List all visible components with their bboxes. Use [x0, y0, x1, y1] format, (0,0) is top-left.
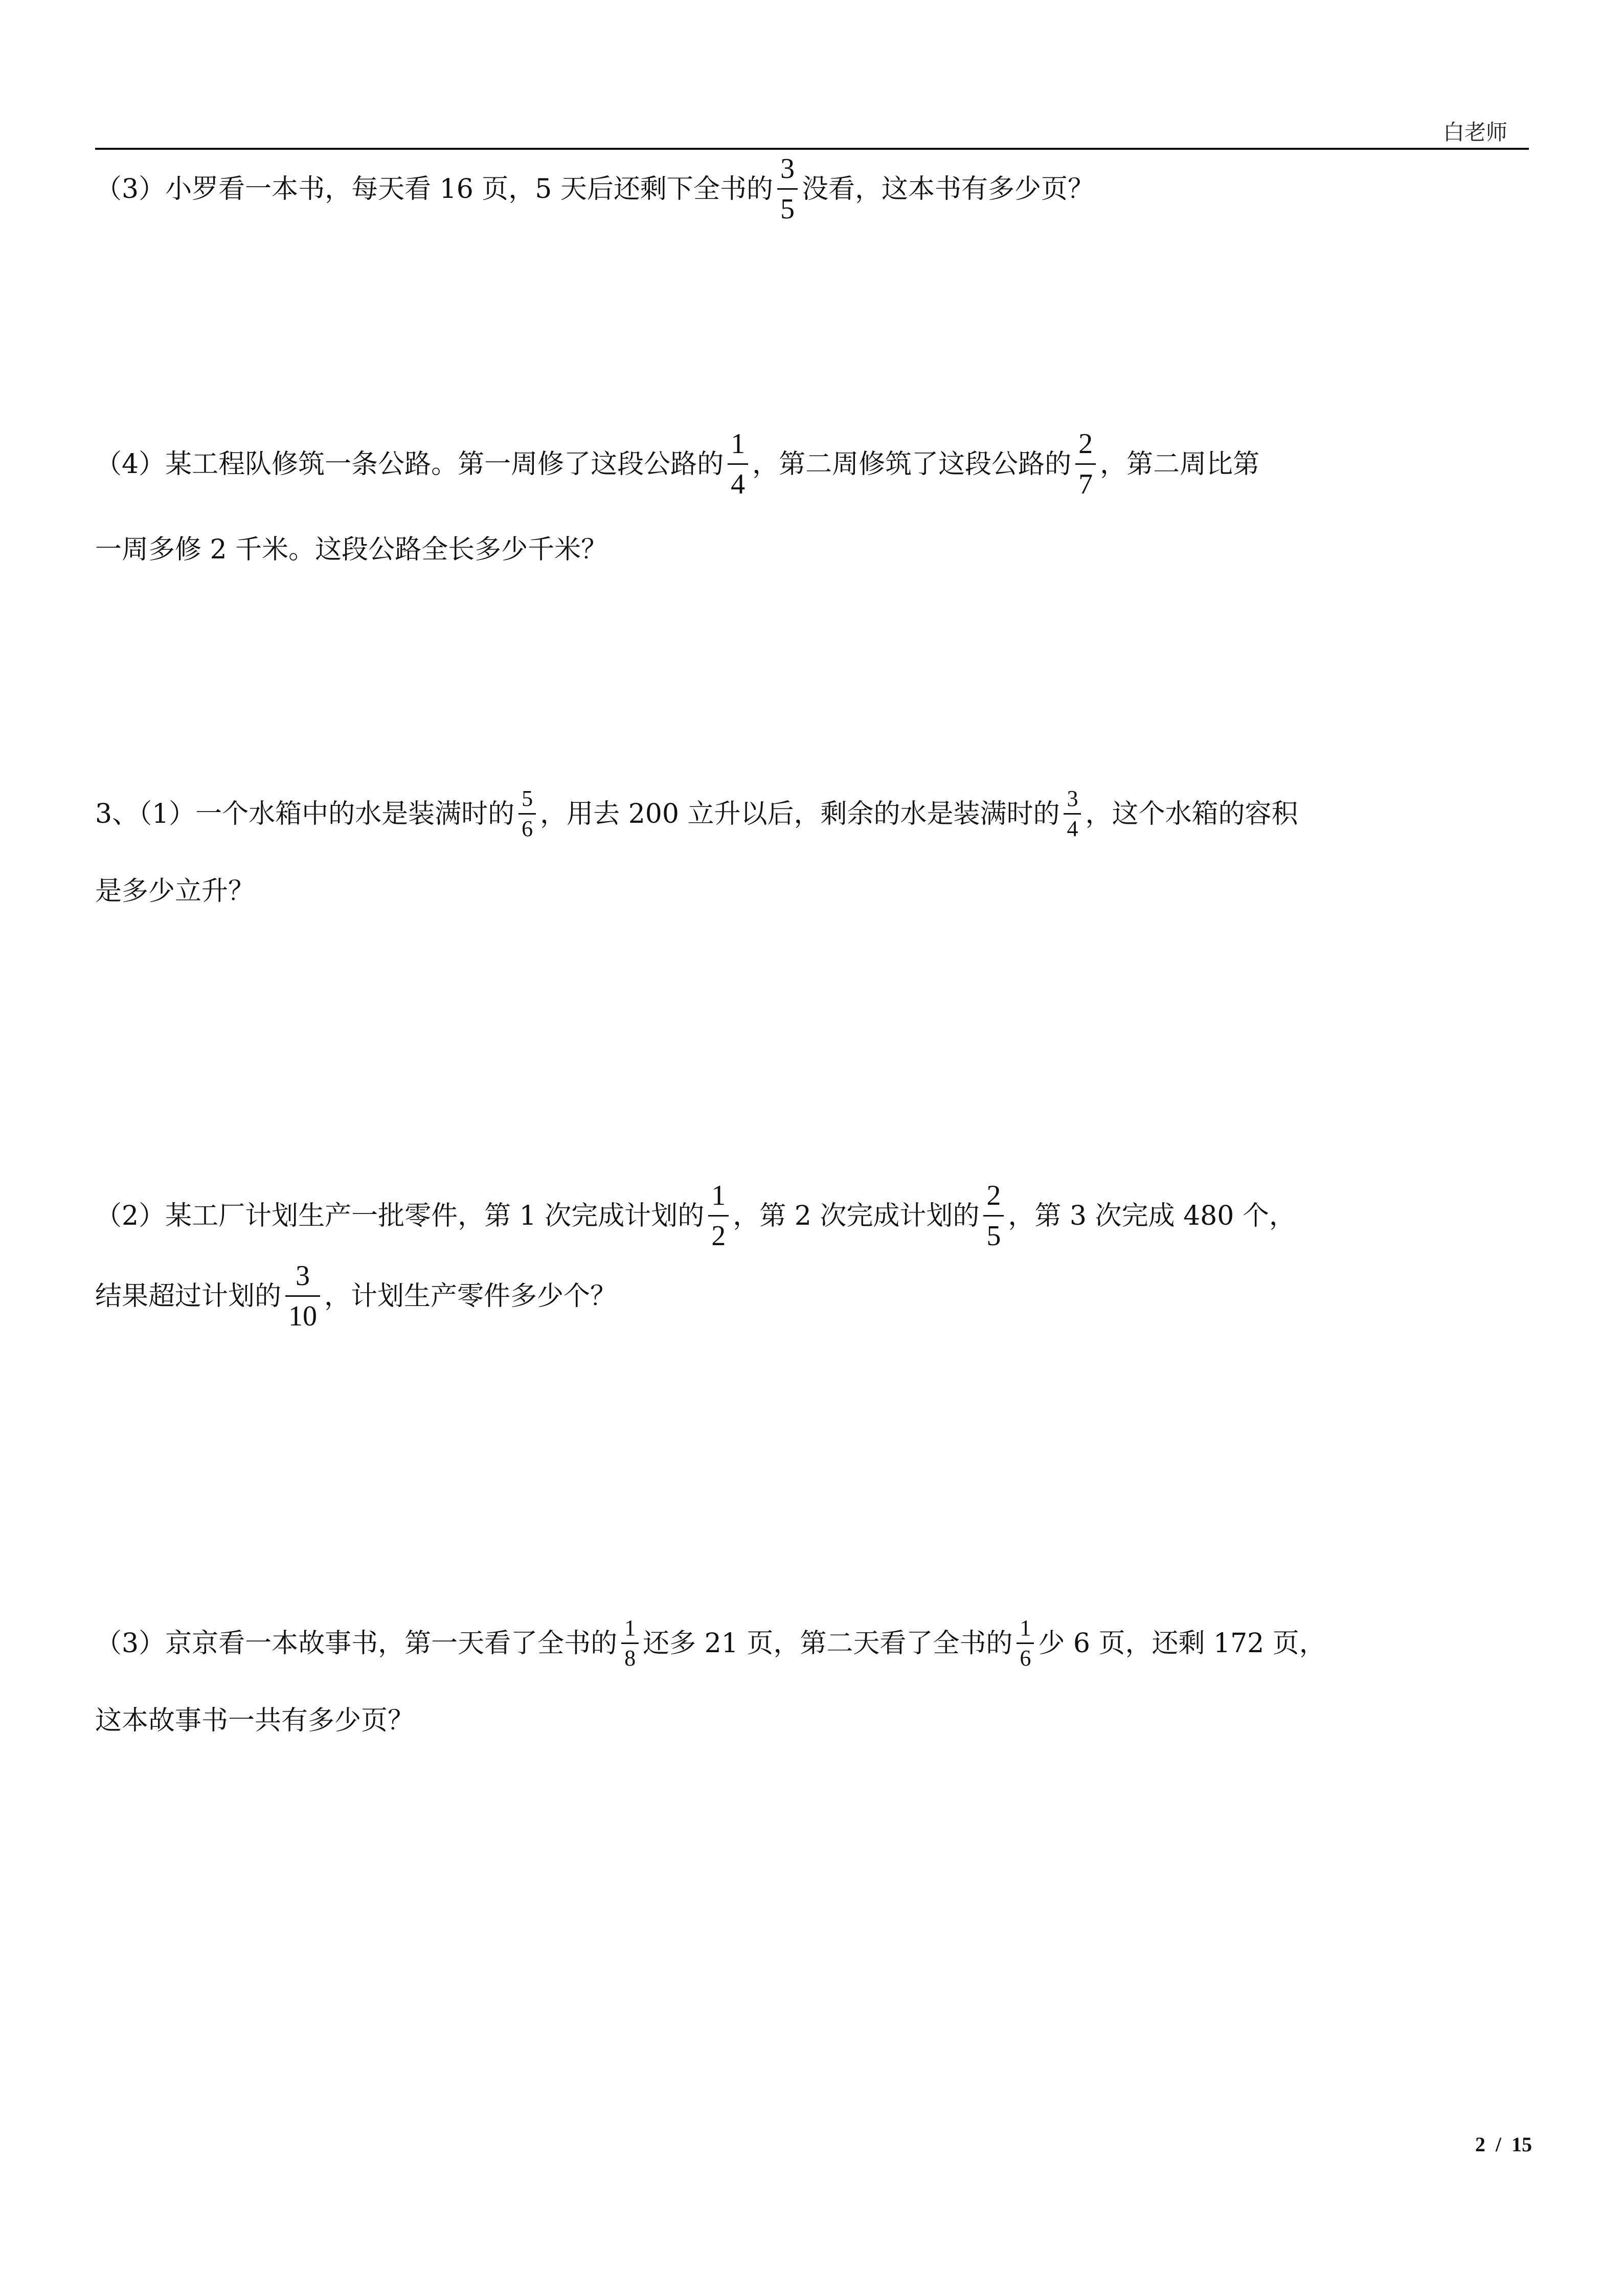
fraction-denominator: 10 — [288, 1300, 318, 1332]
problem-line — [95, 153, 1542, 226]
problem-line — [95, 1260, 1542, 1333]
fraction-denominator: 5 — [780, 193, 795, 225]
problem-text: 少 6 页，还剩 172 页， — [1038, 1628, 1326, 1659]
fraction-numerator: 3 — [285, 1262, 320, 1297]
fraction — [983, 1181, 1004, 1250]
problem-road-construction — [95, 428, 1542, 565]
problem-text: ，这个水箱的容积 — [1085, 799, 1298, 829]
fraction-denominator: 5 — [986, 1220, 1001, 1252]
fraction-denominator: 6 — [1020, 1646, 1031, 1671]
problem-factory-parts — [95, 1180, 1542, 1333]
fraction-denominator: 6 — [522, 816, 533, 841]
fraction-numerator: 3 — [777, 154, 798, 190]
fraction-denominator: 7 — [1078, 468, 1093, 500]
problem-text: ，第二周比第 — [1100, 449, 1260, 480]
problem-line — [95, 1706, 1542, 1736]
problem-text: （2）某工厂计划生产一批零件，第 1 次完成计划的 — [95, 1201, 705, 1231]
problem-line — [95, 786, 1542, 842]
fraction-numerator: 2 — [983, 1181, 1004, 1217]
problem-water-tank — [95, 786, 1542, 907]
fraction-numerator: 1 — [1017, 1617, 1034, 1644]
problem-text: 是多少立升？ — [95, 876, 255, 907]
fraction — [1017, 1617, 1034, 1670]
fraction — [728, 430, 748, 499]
problem-text: （4）某工程队修筑一条公路。第一周修了这段公路的 — [95, 449, 724, 480]
problem-text: ，计划生产零件多少个？ — [324, 1281, 617, 1312]
fraction-denominator: 2 — [711, 1220, 726, 1252]
fraction-numerator: 3 — [1064, 787, 1081, 815]
fraction-denominator: 8 — [624, 1646, 636, 1671]
problem-line — [95, 1615, 1542, 1672]
problem-text: 还多 21 页，第二天看了全书的 — [643, 1628, 1013, 1659]
fraction-numerator: 1 — [728, 430, 748, 465]
problem-text: （3）小罗看一本书，每天看 16 页，5 天后还剩下全书的 — [95, 174, 773, 205]
fraction — [708, 1181, 729, 1250]
fraction-denominator: 4 — [1067, 816, 1078, 841]
problem-text: 一周多修 2 千米。这段公路全长多少千米？ — [95, 534, 608, 565]
problem-text: 3、（1）一个水箱中的水是装满时的 — [95, 799, 515, 829]
fraction — [285, 1262, 320, 1331]
problem-text: ，用去 200 立升以后，剩余的水是装满时的 — [540, 799, 1060, 829]
header-teacher-name: 白老师 — [1442, 120, 1507, 145]
problem-story-book — [95, 1615, 1542, 1736]
problem-text: ，第二周修筑了这段公路的 — [752, 449, 1072, 480]
problem-line — [95, 428, 1542, 501]
fraction — [777, 154, 798, 223]
problem-text: 这本故事书一共有多少页？ — [95, 1705, 415, 1736]
problem-line — [95, 877, 1542, 906]
page-number-current: 2 — [1475, 2133, 1485, 2156]
problem-text: 没看，这本书有多少页？ — [801, 174, 1094, 205]
page-number-separator: / — [1495, 2133, 1501, 2156]
problem-text: （3）京京看一本故事书，第一天看了全书的 — [95, 1628, 618, 1659]
fraction-numerator: 2 — [1075, 430, 1096, 465]
fraction-denominator: 4 — [731, 468, 746, 500]
page-number-total: 15 — [1512, 2133, 1532, 2156]
problem-text: 结果超过计划的 — [95, 1281, 282, 1312]
fraction-numerator: 1 — [621, 1617, 639, 1644]
header-rule — [95, 148, 1529, 150]
fraction — [621, 1617, 639, 1670]
problem-line — [95, 535, 1542, 565]
fraction — [1064, 787, 1081, 840]
fraction-numerator: 5 — [518, 787, 536, 815]
fraction — [518, 787, 536, 840]
fraction-numerator: 1 — [708, 1181, 729, 1217]
problem-text: ，第 2 次完成计划的 — [733, 1201, 980, 1231]
fraction — [1075, 430, 1096, 499]
problem-text: ，第 3 次完成 480 个， — [1008, 1201, 1296, 1231]
problem-reading-book — [95, 153, 1542, 226]
problem-line — [95, 1180, 1542, 1252]
page-number-footer — [1475, 2132, 1532, 2156]
